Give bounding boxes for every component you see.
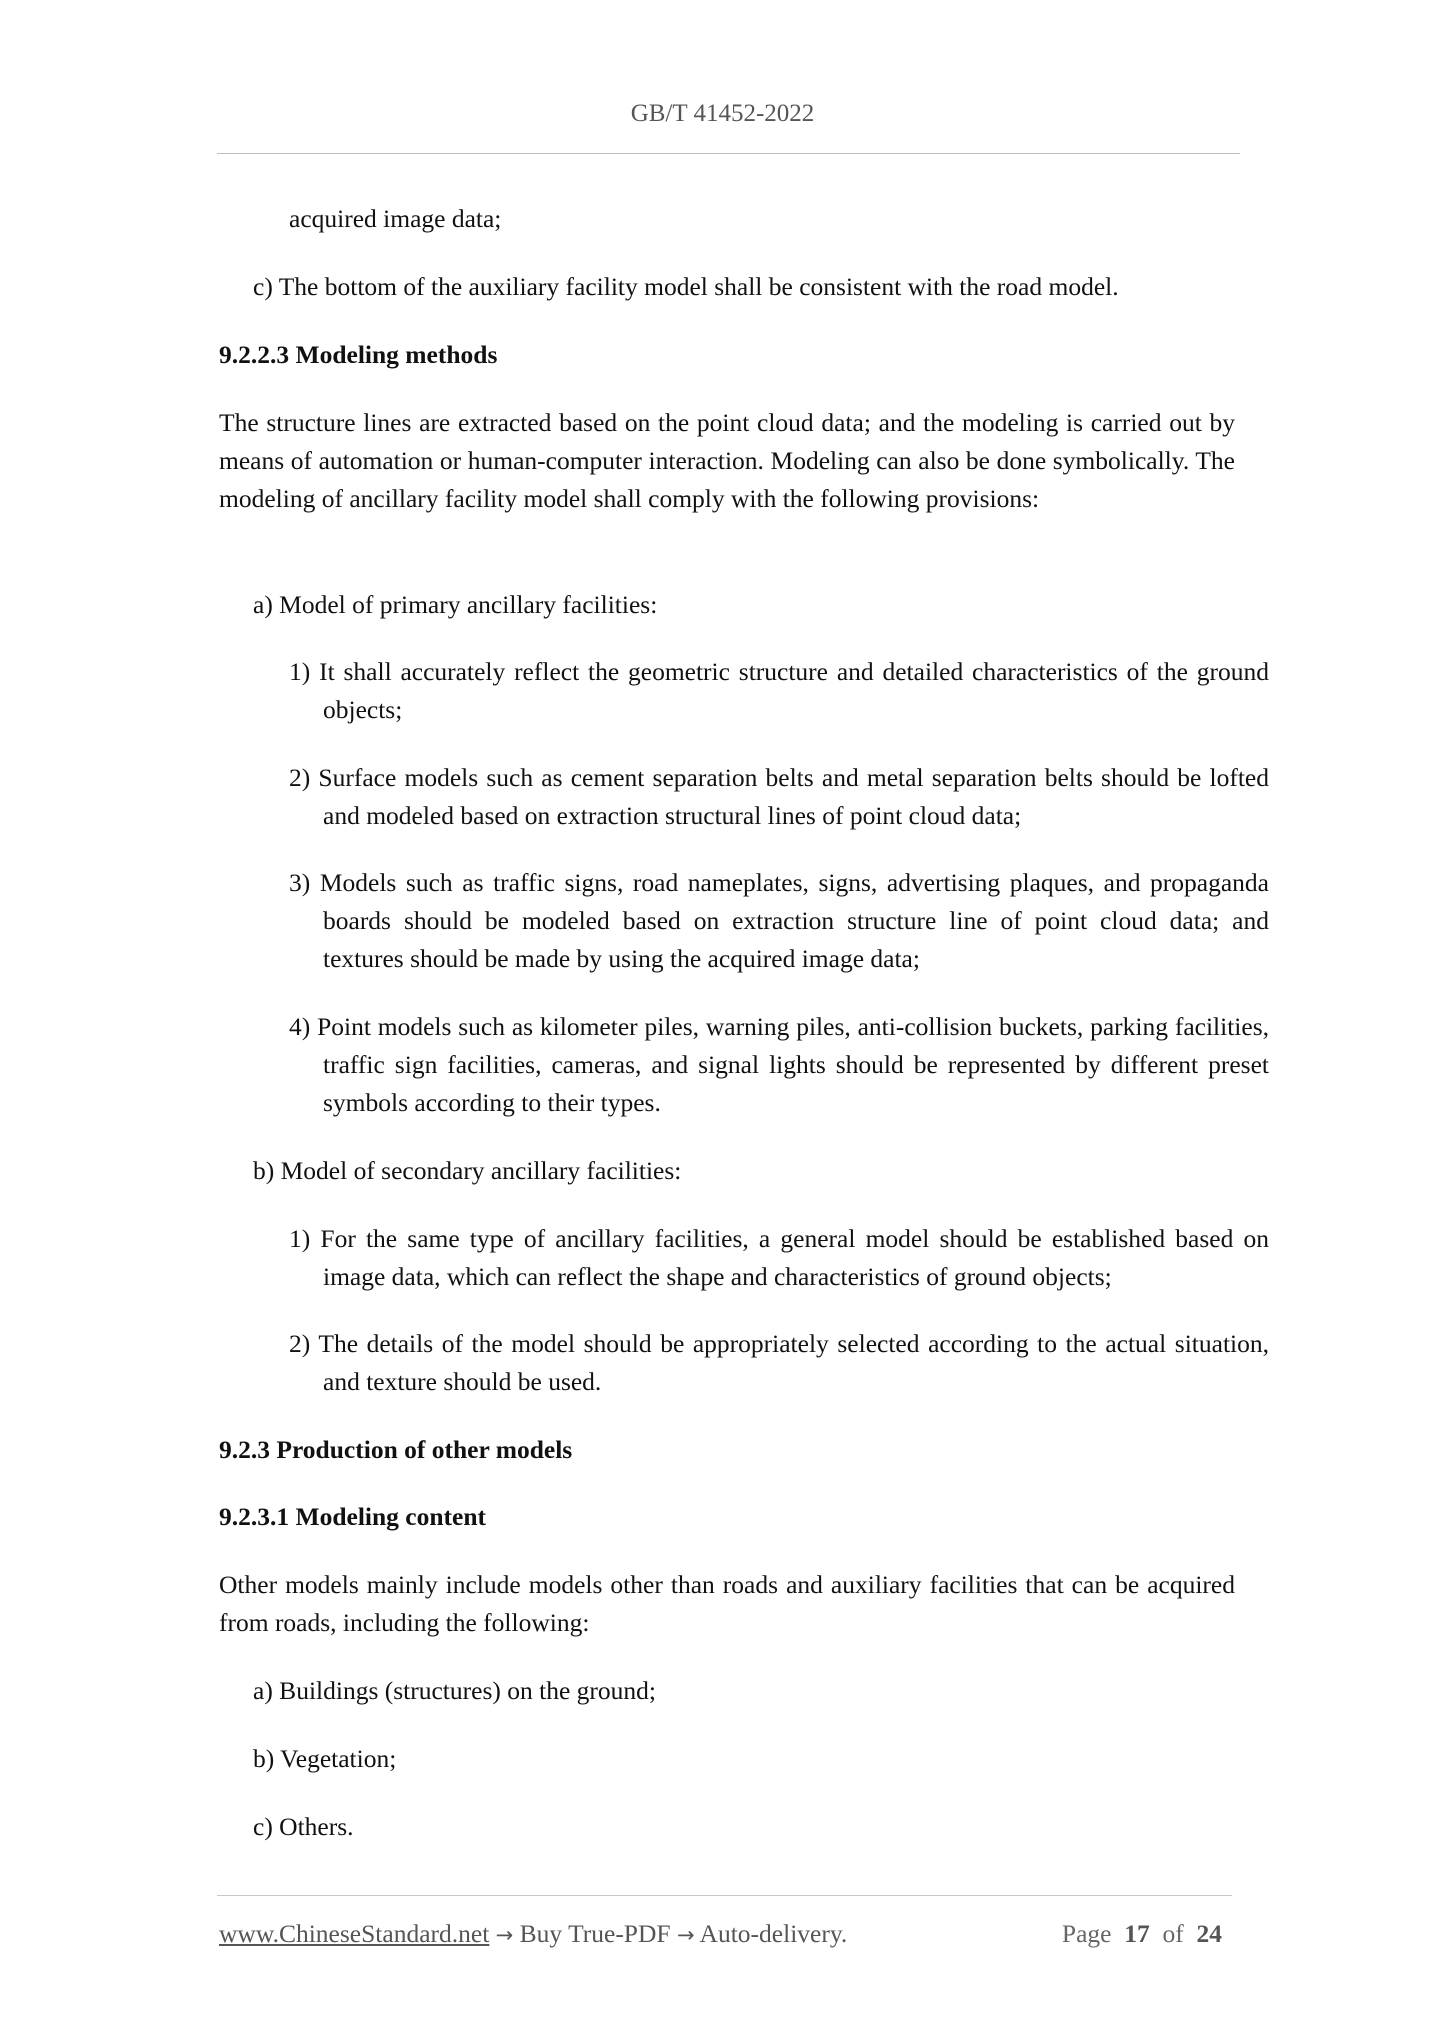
list-item-b-secondary: b) Model of secondary ancillary facilities:	[253, 1156, 682, 1185]
footer-promo	[219, 1915, 847, 1954]
sub-item-a2: 2) Surface models such as cement separation belts and metal separation belts should be lofted and modeled based on extraction structural lines of point cloud data;	[289, 763, 1269, 830]
page-number	[1062, 1915, 1222, 1953]
list-item-others: c) Others.	[253, 1812, 354, 1841]
buy-true-pdf-text: Buy True-PDF	[519, 1919, 671, 1948]
footer-divider	[217, 1895, 1232, 1896]
sub-item-a3: 3) Models such as traffic signs, road nameplates, signs, advertising plaques, and propaganda boards should be modeled based on extraction structure line of point cloud data; and textures should be made by using the acquired image data;	[289, 868, 1269, 973]
section-heading-9223: 9.2.2.3 Modeling methods	[219, 340, 498, 369]
continued-text: acquired image data;	[289, 204, 502, 233]
section-heading-923: 9.2.3 Production of other models	[219, 1435, 573, 1464]
sub-item-a1: 1) It shall accurately reflect the geometric structure and detailed characteristics of the ground objects;	[289, 657, 1269, 724]
sub-item-a4: 4) Point models such as kilometer piles, warning piles, anti-collision buckets, parking facilities, traffic sign facilities, cameras, and signal lights should be represented by different preset symbols according to their types.	[289, 1012, 1269, 1117]
arrow-right-icon: →	[676, 1923, 695, 1947]
of-label: of	[1162, 1919, 1184, 1948]
sub-item-b2: 2) The details of the model should be appropriately selected according to the actual situation, and texture should be used.	[289, 1329, 1269, 1396]
list-item-vegetation: b) Vegetation;	[253, 1744, 397, 1773]
total-pages: 24	[1196, 1919, 1222, 1948]
current-page: 17	[1124, 1919, 1150, 1948]
page-label: Page	[1061, 1919, 1112, 1948]
paragraph-structure-lines: The structure lines are extracted based on the point cloud data; and the modeling is carried out by means of automation or human-computer interaction. Modeling can also be done symbolically. The modeling of ancillary facility model shall comply with the following provisions:	[219, 408, 1235, 513]
list-item-c-bottom: c) The bottom of the auxiliary facility model shall be consistent with the road model.	[253, 272, 1119, 301]
chinese-standard-link[interactable]: www.ChineseStandard.net	[219, 1919, 490, 1948]
sub-item-b1: 1) For the same type of ancillary facilities, a general model should be established based on image data, which can reflect the shape and characteristics of ground objects;	[289, 1224, 1269, 1291]
section-heading-9231: 9.2.3.1 Modeling content	[219, 1502, 487, 1531]
list-item-buildings: a) Buildings (structures) on the ground;	[253, 1676, 656, 1705]
document-id-header: GB/T 41452-2022	[630, 100, 815, 127]
arrow-right-icon: →	[495, 1923, 514, 1947]
list-item-a-primary: a) Model of primary ancillary facilities:	[253, 590, 658, 619]
auto-delivery-text: Auto-delivery.	[699, 1919, 848, 1948]
paragraph-other-models: Other models mainly include models other than roads and auxiliary facilities that can be acquired from roads, including the following:	[219, 1570, 1235, 1637]
